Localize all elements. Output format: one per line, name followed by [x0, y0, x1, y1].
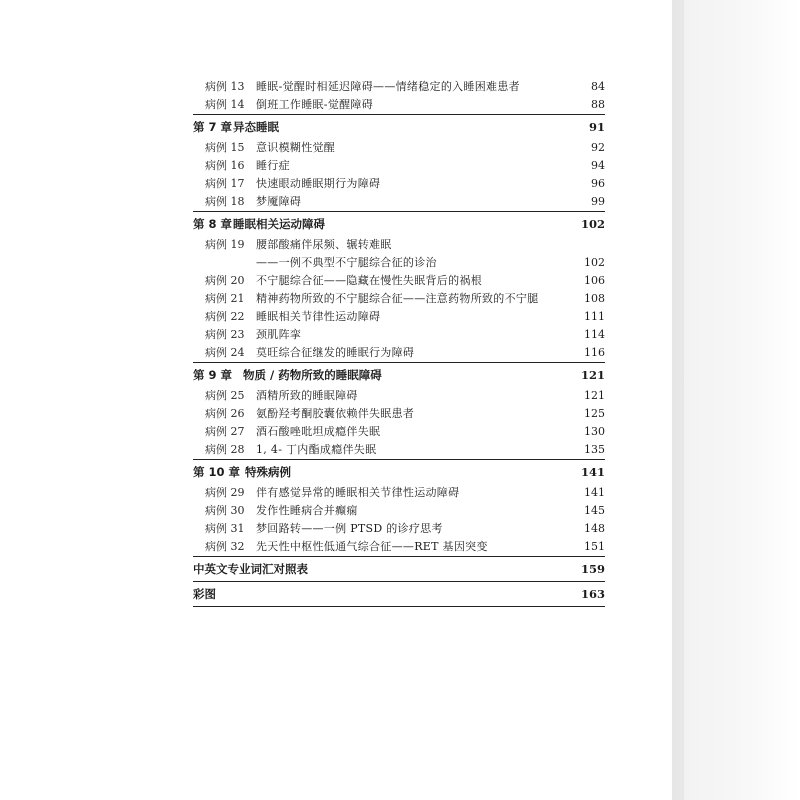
page-number: 141	[584, 486, 605, 499]
case-title: 精神药物所致的不宁腿综合征——注意药物所致的不宁腿	[256, 292, 539, 305]
page-number: 84	[591, 80, 605, 93]
page-number: 88	[591, 98, 605, 111]
case-label: 病例 17	[205, 177, 245, 190]
chapter-title: 物质 / 药物所致的睡眠障碍	[243, 368, 382, 382]
case-label: 病例 16	[205, 159, 245, 172]
case-title: 意识模糊性觉醒	[256, 141, 336, 154]
page-number: 94	[591, 159, 605, 172]
toc-case-row	[193, 308, 605, 326]
case-title: 梦魇障碍	[256, 195, 302, 208]
toc-case-row	[193, 139, 605, 157]
chapter-title: 异态睡眠	[233, 120, 279, 134]
case-title: 莫旺综合征继发的睡眠行为障碍	[256, 346, 415, 359]
page-number: 91	[588, 120, 605, 134]
case-label: 病例 26	[205, 407, 245, 420]
toc-case-row	[193, 538, 605, 556]
page-number: 145	[584, 504, 605, 517]
case-title: 颈肌阵挛	[256, 328, 302, 341]
toc-case-row	[193, 272, 605, 290]
case-title: 不宁腿综合征——隐藏在慢性失眠背后的祸根	[256, 274, 482, 287]
page-number: 141	[580, 465, 605, 479]
toc-chapter-row	[193, 459, 605, 484]
case-label: 病例 30	[205, 504, 245, 517]
page-number: 148	[584, 522, 605, 535]
case-title: 酒精所致的睡眠障碍	[256, 389, 358, 402]
case-label: 病例 22	[205, 310, 245, 323]
color-plates-title: 彩图	[193, 587, 216, 601]
case-title: 氨酚羟考酮胶囊依赖伴失眠患者	[256, 407, 415, 420]
chapter-title: 特殊病例	[245, 465, 291, 479]
case-title: 先天性中枢性低通气综合征——RET 基因突变	[256, 540, 488, 553]
case-label: 病例 25	[205, 389, 245, 402]
page-number: 92	[591, 141, 605, 154]
case-title: 梦回路转——一例 PTSD 的诊疗思考	[256, 522, 443, 535]
toc-case-row	[193, 441, 605, 459]
chapter-number: 第 9 章	[193, 368, 233, 382]
page-number: 130	[584, 425, 605, 438]
case-label: 病例 32	[205, 540, 245, 553]
page-number: 151	[584, 540, 605, 553]
case-title: 快速眼动睡眠期行为障碍	[256, 177, 381, 190]
case-title: 睡眠相关节律性运动障碍	[256, 310, 381, 323]
case-label: 病例 20	[205, 274, 245, 287]
page-number: 102	[584, 256, 605, 269]
case-title: 发作性睡病合并癫痫	[256, 504, 358, 517]
case-label: 病例 14	[205, 98, 245, 111]
toc-case-row	[193, 502, 605, 520]
toc-case-row	[193, 387, 605, 405]
case-title: 1, 4- 丁内酯成瘾伴失眠	[256, 443, 377, 456]
toc-chapter-row	[193, 114, 605, 139]
book-spine-shade	[672, 0, 800, 800]
case-title: 倒班工作睡眠-觉醒障碍	[256, 98, 374, 111]
page-number: 116	[584, 346, 605, 359]
page-number: 111	[584, 310, 605, 323]
toc-case-row	[193, 236, 605, 254]
toc-case-row	[193, 193, 605, 211]
chapter-title: 睡眠相关运动障碍	[233, 217, 325, 231]
case-title: 睡行症	[256, 159, 290, 172]
page-number: 96	[591, 177, 605, 190]
page-number: 159	[580, 562, 605, 576]
page-number: 114	[584, 328, 605, 341]
toc-chapter-row	[193, 362, 605, 387]
page-number: 121	[580, 368, 605, 382]
page-number: 121	[584, 389, 605, 402]
case-label: 病例 28	[205, 443, 245, 456]
page-number: 99	[591, 195, 605, 208]
case-title: 腰部酸痛伴尿频、辗转难眠	[256, 238, 392, 251]
toc-case-row	[193, 520, 605, 538]
page-number: 108	[584, 292, 605, 305]
toc-case-row	[193, 344, 605, 362]
book-gutter-shadow	[670, 0, 684, 800]
case-subtitle: ——一例不典型不宁腿综合征的诊治	[256, 256, 437, 269]
toc-chapter-row	[193, 211, 605, 236]
toc-case-row	[193, 405, 605, 423]
case-label: 病例 31	[205, 522, 245, 535]
toc-glossary-row	[193, 556, 605, 581]
page-number: 135	[584, 443, 605, 456]
case-label: 病例 15	[205, 141, 245, 154]
case-label: 病例 24	[205, 346, 245, 359]
chapter-number: 第 8 章	[193, 217, 233, 231]
toc-case-row	[193, 484, 605, 502]
table-of-contents	[193, 78, 605, 607]
case-label: 病例 29	[205, 486, 245, 499]
case-title: 睡眠-觉醒时相延迟障碍——情绪稳定的入睡困难患者	[256, 80, 520, 93]
toc-case-row	[193, 78, 605, 96]
toc-case-row	[193, 290, 605, 308]
page-number: 125	[584, 407, 605, 420]
case-title: 伴有感觉异常的睡眠相关节律性运动障碍	[256, 486, 460, 499]
case-label: 病例 27	[205, 425, 245, 438]
glossary-title: 中英文专业词汇对照表	[193, 562, 308, 576]
toc-color-plates-row	[193, 581, 605, 607]
toc-case-row	[193, 423, 605, 441]
toc-case-row	[193, 326, 605, 344]
page-number: 102	[580, 217, 605, 231]
page-number: 106	[584, 274, 605, 287]
page-number: 163	[580, 587, 605, 601]
case-label: 病例 18	[205, 195, 245, 208]
case-label: 病例 13	[205, 80, 245, 93]
toc-case-row	[193, 175, 605, 193]
case-label: 病例 21	[205, 292, 245, 305]
case-label: 病例 19	[205, 238, 245, 251]
toc-subtitle-row	[193, 254, 605, 272]
chapter-number: 第 7 章	[193, 120, 233, 134]
case-label: 病例 23	[205, 328, 245, 341]
chapter-number: 第 10 章	[193, 465, 241, 479]
toc-case-row	[193, 157, 605, 175]
case-title: 酒石酸唑吡坦成瘾伴失眠	[256, 425, 381, 438]
toc-case-row	[193, 96, 605, 114]
